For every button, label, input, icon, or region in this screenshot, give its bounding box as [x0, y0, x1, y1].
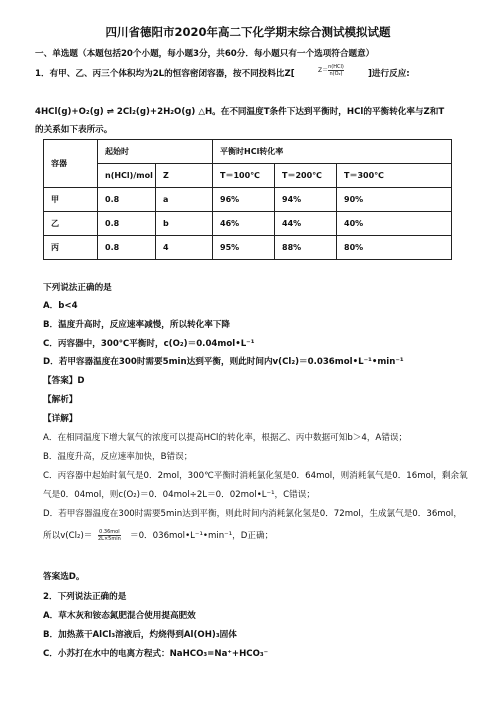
table-cell: 44% — [275, 212, 337, 236]
header-start: 起始时 — [98, 140, 213, 164]
conclusion: 答案选D。 — [43, 572, 85, 582]
rate-fraction — [98, 529, 121, 542]
header-conversion: 平衡时HCl转化率 — [213, 140, 452, 164]
subheader-t1: T＝100℃ — [213, 164, 275, 188]
table-cell: 94% — [275, 188, 337, 212]
section-heading: 一、单选题（本题包括20个小题，每小题3分，共60分．每小题只有一个选项符合题意） — [35, 49, 375, 59]
q2-option-a: A．草木灰和铵态氮肥混合使用提高肥效 — [43, 611, 196, 621]
table-cell: 90% — [337, 188, 452, 212]
q1-option-d: D．若甲容器温度在300时需要5min达到平衡，则此时间内v(Cl₂)＝0.036mol•L⁻¹•min⁻¹ — [43, 357, 404, 367]
table-cell: 甲 — [44, 188, 98, 212]
subheader-n: n(HCl)/mol — [98, 164, 156, 188]
q1-stem-part-b: ]进行反应: — [368, 69, 410, 79]
detail-label: 【详解】 — [43, 414, 78, 424]
q1-stem-line-1 — [35, 68, 295, 80]
analysis-label: 【解析】 — [43, 395, 78, 405]
q2-option-c: C．小苏打在水中的电离方程式：NaHCO₃=Na⁺+HCO₃⁻ — [43, 649, 269, 659]
z-formula — [318, 64, 344, 77]
q1-stem-line-3: 的关系如下表所示。 — [35, 125, 113, 135]
table-cell: 0.8 — [98, 188, 156, 212]
table-cell: 96% — [213, 188, 275, 212]
conversion-table — [43, 139, 452, 260]
subheader-z: Z — [156, 164, 213, 188]
table-cell: 95% — [213, 236, 275, 260]
table-row — [44, 188, 452, 212]
table-cell: a — [156, 188, 213, 212]
answer-label: 【答案】D — [43, 376, 85, 386]
detail-line-d2-suffix: ＝0．036mol•L⁻¹•min⁻¹，D正确； — [130, 531, 274, 541]
detail-line-c2: 气是0．04mol，则c(O₂)＝0．04mol÷2L＝0．02mol•L⁻¹，C错误； — [43, 490, 315, 500]
rate-denominator: 2L×5min — [98, 536, 121, 542]
z-denominator: n(O₂) — [329, 71, 343, 77]
q1-stem-line-2: 4HCl(g)+O₂(g) ⇌ 2Cl₂(g)+2H₂O(g) △H。在不同温度T条件下达到平衡时，HCl的平衡转化率与Z和T — [35, 107, 445, 117]
table-cell: 乙 — [44, 212, 98, 236]
table-header-row — [44, 140, 452, 164]
subheader-t2: T＝200℃ — [275, 164, 337, 188]
table-cell: b — [156, 212, 213, 236]
table-subheader-row — [44, 164, 452, 188]
detail-line-b: B．温度升高，反应速率加快，B错误； — [43, 452, 193, 462]
table-row — [44, 236, 452, 260]
table-row — [44, 212, 452, 236]
q1-option-c: C．丙容器中，300℃平衡时，c(O₂)＝0.04mol•L⁻¹ — [43, 339, 255, 349]
q1-option-b: B．温度升高时，反应速率减慢，所以转化率下降 — [43, 320, 231, 330]
q1-option-a: A．b<4 — [43, 301, 78, 311]
rate-numerator: 0.36mol — [99, 529, 120, 535]
table-cell: 80% — [337, 236, 452, 260]
subheader-t3: T＝300℃ — [337, 164, 452, 188]
table-cell: 0.8 — [98, 212, 156, 236]
q2-stem: 2．下列说法正确的是 — [43, 592, 127, 602]
table-cell: 4 — [156, 236, 213, 260]
detail-line-d2-prefix: 所以v(Cl₂)＝ — [43, 531, 93, 541]
q1-prompt: 下列说法正确的是 — [43, 283, 112, 293]
detail-line-a: A．在相同温度下增大氧气的浓度可以提高HCl的转化率，根据乙、丙中数据可知b＞4，A错误； — [43, 433, 408, 443]
q2-option-b: B．加热蒸干AlCl₃溶液后，灼烧得到Al(OH)₃固体 — [43, 630, 237, 640]
detail-line-c1: C．丙容器中起始时氧气是0．2mol，300℃平衡时消耗氯化氢是0．64mol，则消耗氧气是0．16mol，剩余氧 — [43, 471, 468, 481]
page-title: 四川省德阳市2020年高二下化学期末综合测试模拟试题 — [105, 25, 391, 39]
table-cell: 40% — [337, 212, 452, 236]
table-cell: 丙 — [44, 236, 98, 260]
z-formula-lhs: Z＝ — [318, 66, 329, 74]
table-cell: 88% — [275, 236, 337, 260]
table-cell: 0.8 — [98, 236, 156, 260]
table-cell: 46% — [213, 212, 275, 236]
z-numerator: n(HCl) — [328, 64, 344, 70]
q1-stem-part-a: 1．有甲、乙、丙三个体积均为2L的恒容密闭容器，按不同投料比Z[ — [35, 69, 295, 79]
detail-line-d1: D．若甲容器温度在300时需要5min达到平衡，则此时间内消耗氯化氢是0．72mol，生成氯气是0．36mol， — [43, 509, 462, 519]
header-container: 容器 — [44, 140, 98, 188]
